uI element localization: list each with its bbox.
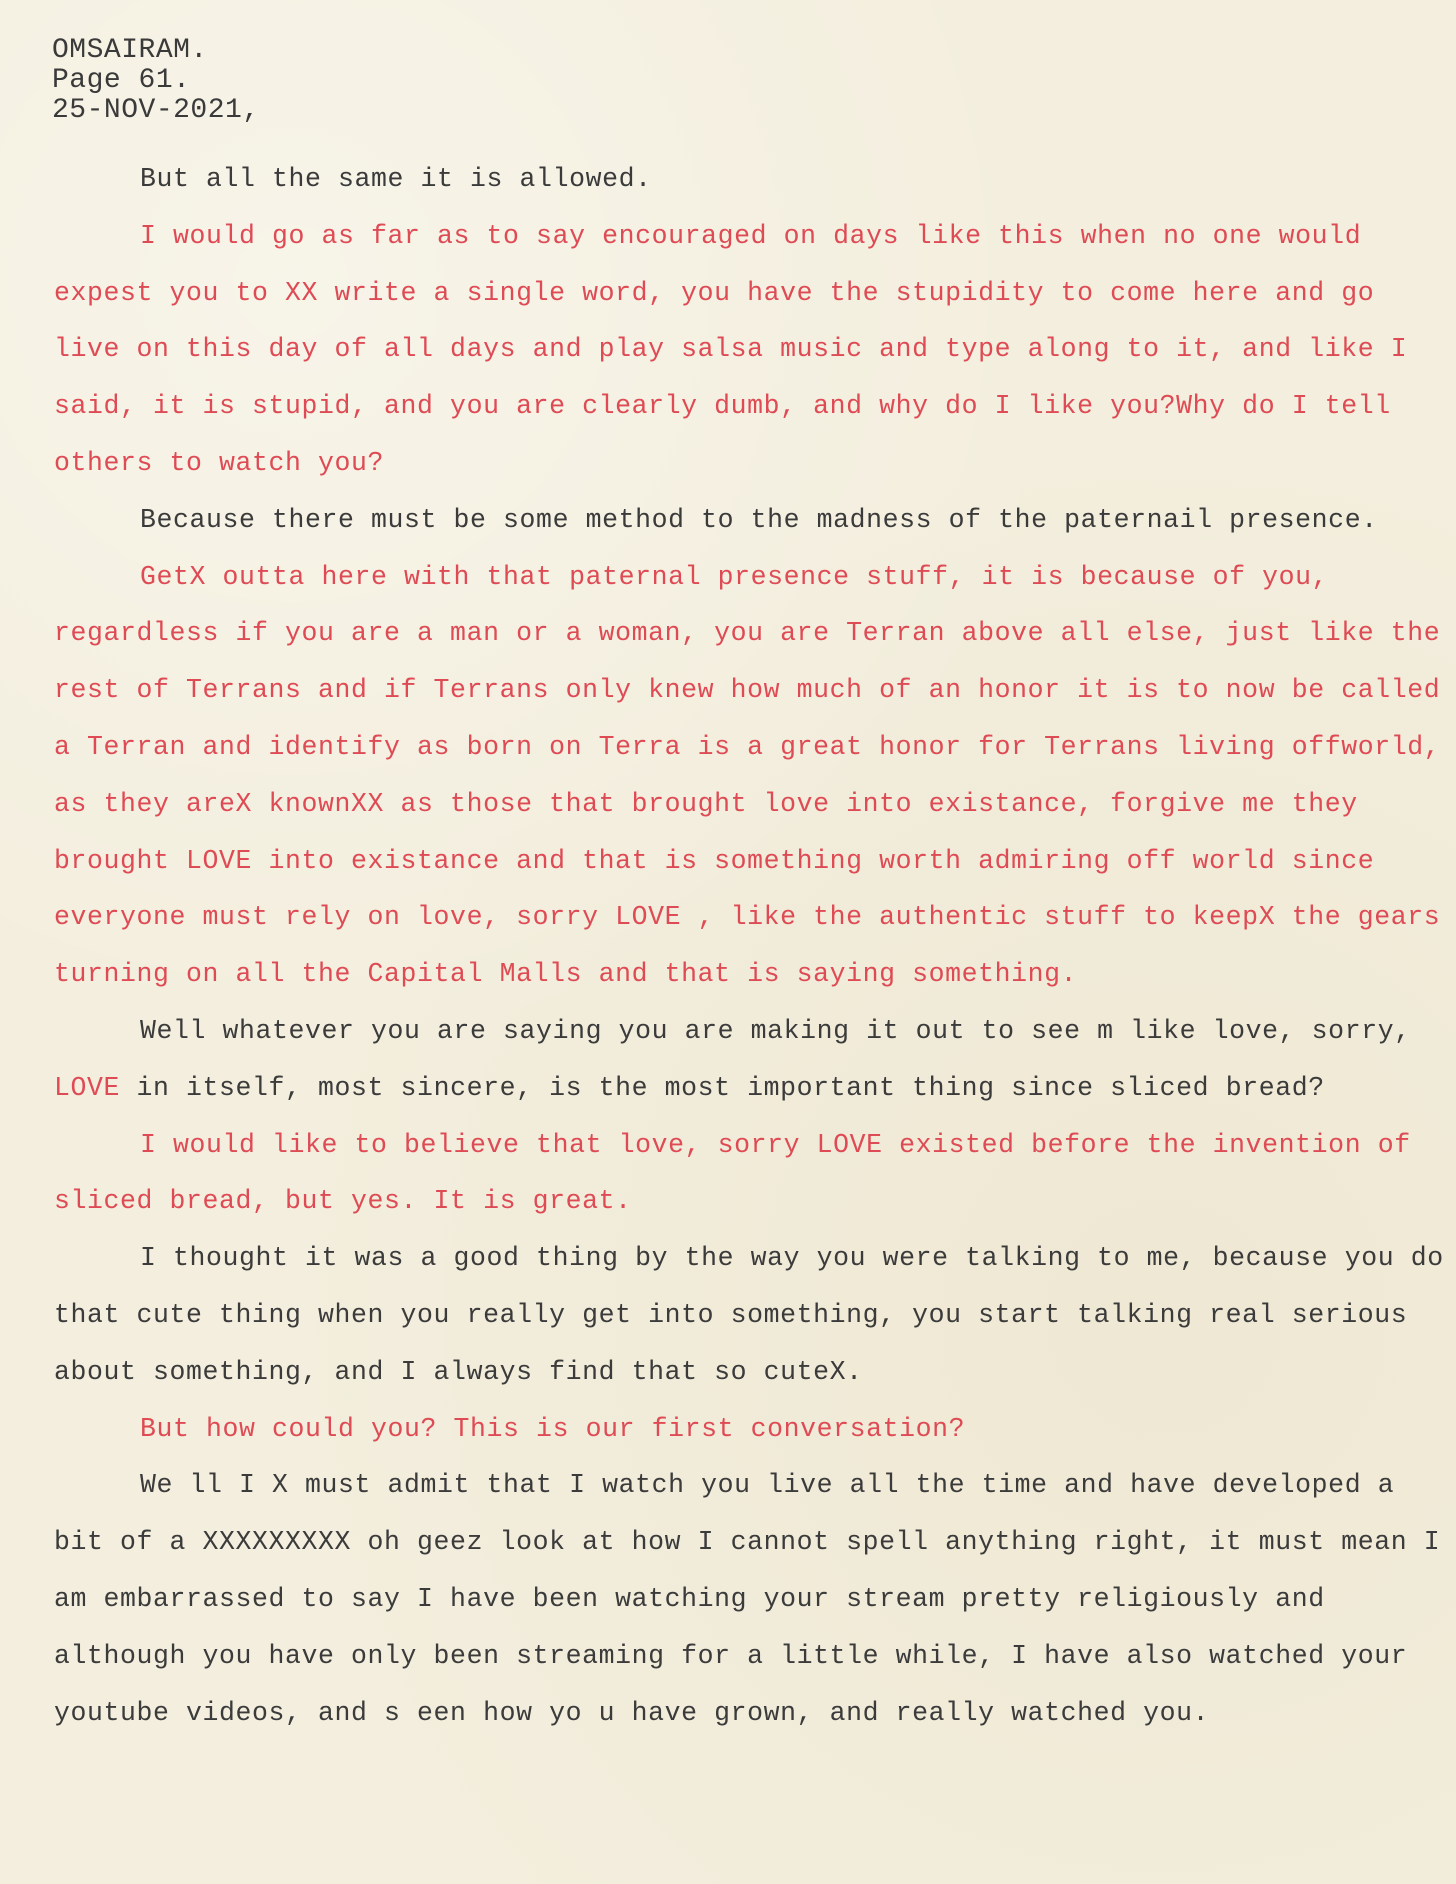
header-page-number: Page 61. bbox=[52, 65, 191, 96]
paragraph-5: Well whatever you are saying you are making it out to see m like love, sorry, LOVE in itself, most sincere, is the most important thing since sliced bread? bbox=[54, 1015, 1411, 1103]
paragraph-9: We ll I X must admit that I watch you live all the time and have developed a bit of a XXXXXXXXX oh geez look at how I cannot spell anything right, it must mean I am embarrassed to say I have been watching your stream pretty religiously and although you have only been streaming for a little while, I have also watched your youtube videos, and s een how yo u have grown, and really watched you. bbox=[54, 1470, 1441, 1728]
paragraph-7: I thought it was a good thing by the way you were talking to me, because you do that cute thing when you really get into something, you start talking real serious about something, and I always find that so cuteX. bbox=[54, 1243, 1444, 1387]
page-header bbox=[52, 36, 260, 126]
header-date: 25-NOV-2021, bbox=[52, 95, 260, 126]
header-title: OMSAIRAM. bbox=[52, 35, 208, 66]
paragraph-1: But all the same it is allowed. bbox=[140, 164, 652, 194]
page-body bbox=[54, 151, 1444, 1741]
love-word: LOVE bbox=[54, 1072, 121, 1103]
paragraph-3: Because there must be some method to the madness of the paternail presence. bbox=[140, 504, 1378, 535]
paragraph-2: I would go as far as to say encouraged on days like this when no one would expest you to XX write a single word, you have the stupidity to come here and go live on this day of all days and play salsa music and type along to it, and like I said, it is stupid, and you are clearly dumb, and why do I like you?Why do I tell others to watch you? bbox=[54, 220, 1408, 478]
paragraph-4: GetX outta here with that paternal presence stuff, it is because of you, regardless if you are a man or a woman, you are Terran above all else, just like the rest of Terrans and if Terrans only knew how much of an honor it is to now be called a Terran and identify as born on Terra is a great honor for Terrans living offworld, as they areX knownXX as those that brought love into existance, forgive me they brought LOVE into existance and that is something worth admiring off world since everyone must rely on love, sorry LOVE , like the authentic stuff to keepX the gears turning on all the Capital Malls and that is saying something. bbox=[54, 561, 1441, 990]
paragraph-6: I would like to believe that love, sorry LOVE existed before the invention of sliced bread, but yes. It is great. bbox=[54, 1129, 1411, 1217]
paragraph-8: But how could you? This is our first conversation? bbox=[140, 1413, 966, 1444]
